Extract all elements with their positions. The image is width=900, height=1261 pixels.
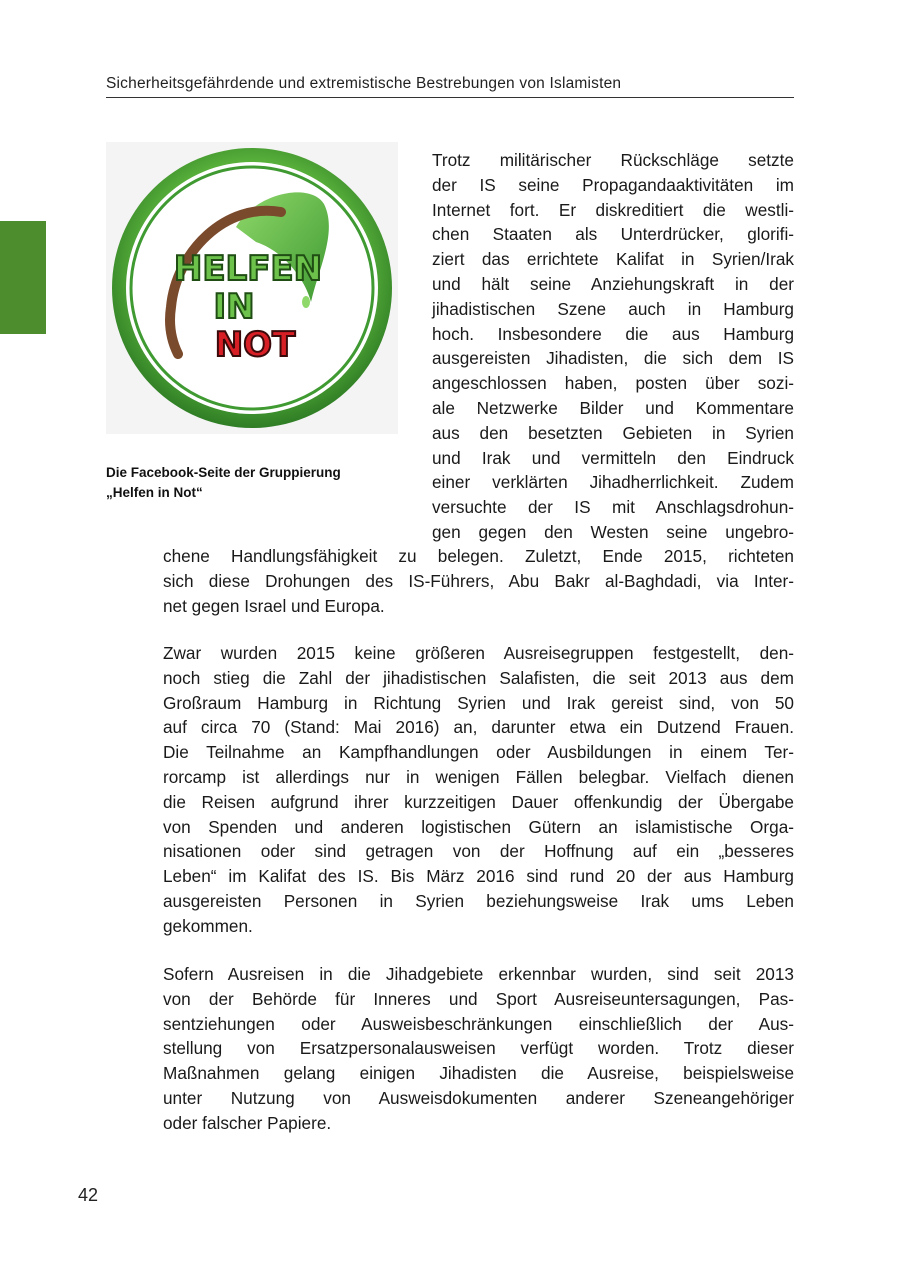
caption-line: Die Facebook-Seite der Gruppierung [106,465,341,480]
paragraph-3 [163,962,794,1136]
text-line: und Irak und vermitteln den Eindruck [432,447,794,468]
text-line: Maßnahmen gelang einigen Jihadisten die Ausreise, beispielsweise [163,1063,794,1084]
text-line: Die Teilnahme an Kampfhandlungen oder Ausbildungen in einem Ter- [163,742,794,763]
text-line: chene Handlungsfähigkeit zu belegen. Zuletzt, Ende 2015, richteten [163,546,794,566]
logo-dewdrop [302,296,310,308]
text-line: rorcamp ist allerdings nur in wenigen Fällen belegbar. Vielfach dienen [163,766,794,787]
text-line: nisationen oder sind getragen von der Hoffnung auf ein „besseres [163,841,794,862]
page-number: 42 [78,1185,99,1205]
paragraph-1-wrapped [432,148,794,545]
text-line: angeschlossen haben, posten über sozi- [432,373,794,394]
text-line: hoch. Insbesondere die aus Hamburg [432,323,794,344]
text-line: ausgereisten Personen in Syrien beziehungsweise Irak ums Leben [163,890,794,911]
text-line: der IS seine Propagandaaktivitäten im [432,174,794,195]
text-line: ausgereisten Jihadisten, die sich dem IS [432,348,794,369]
caption-line: „Helfen in Not“ [106,485,203,500]
text-line: gekommen. [163,915,253,936]
logo-word-in: IN [213,287,255,327]
paragraph-2 [163,641,794,939]
text-line: Zwar wurden 2015 keine größeren Ausreisegruppen festgestellt, den- [163,643,794,663]
text-line: Großraum Hamburg in Richtung Syrien und Irak gereist sind, von 50 [163,692,794,713]
text-line: noch stieg die Zahl der jihadistischen Salafisten, die seit 2013 aus dem [163,667,794,688]
text-line: unter Nutzung von Ausweisdokumenten anderer Szeneangehöriger [163,1087,794,1108]
text-line: von der Behörde für Inneres und Sport Ausreiseuntersagungen, Pas- [163,988,794,1009]
logo-word-helfen: HELFEN [173,249,323,289]
figure-caption [106,463,396,503]
text-line: gen gegen den Westen seine ungebro- [432,521,794,542]
helfen-in-not-logo [106,142,398,434]
text-line: und hält seine Anziehungskraft in der [432,273,794,294]
chapter-color-tab [0,221,46,334]
text-line: Leben“ im Kalifat des IS. Bis März 2016 sind rund 20 der aus Hamburg [163,866,794,887]
text-line: ale Netzwerke Bilder und Kommentare [432,397,794,418]
text-line: jihadistischen Szene auch in Hamburg [432,298,794,319]
text-line: sich diese Drohungen des IS-Führers, Abu Bakr al-Baghdadi, via Inter- [163,570,794,591]
text-line: auf circa 70 (Stand: Mai 2016) an, darunter etwa ein Dutzend Frauen. [163,717,794,738]
logo-word-not: NOT [214,325,296,365]
text-line: sentziehungen oder Ausweisbeschränkungen einschließlich der Aus- [163,1013,794,1034]
text-line: oder falscher Papiere. [163,1112,332,1133]
text-line: versuchte der IS mit Anschlagsdrohun- [432,497,794,518]
text-line: Trotz militärischer Rückschläge setzte [432,150,794,170]
text-line: chen Staaten als Unterdrücker, glorifi- [432,224,794,245]
text-line: net gegen Israel und Europa. [163,595,385,616]
text-line: aus den besetzten Gebieten in Syrien [432,422,794,443]
text-line: ziert das errichtete Kalifat in Syrien/Irak [432,249,794,270]
text-line: Internet fort. Er diskreditiert die westli- [432,199,794,220]
text-line: Sofern Ausreisen in die Jihadgebiete erkennbar wurden, sind seit 2013 [163,964,794,984]
paragraph-1-continued [163,544,794,618]
text-line: einer verklärten Jihadherrlichkeit. Zudem [432,472,794,493]
text-line: von Spenden und anderen logistischen Gütern an islamistische Orga- [163,816,794,837]
running-header: Sicherheitsgefährdende und extremistische Bestrebungen von Islamisten [106,75,794,98]
text-line: die Reisen aufgrund ihrer kurzzeitigen Dauer offenkundig der Übergabe [163,791,794,812]
text-line: stellung von Ersatzpersonalausweisen verfügt worden. Trotz dieser [163,1038,794,1059]
